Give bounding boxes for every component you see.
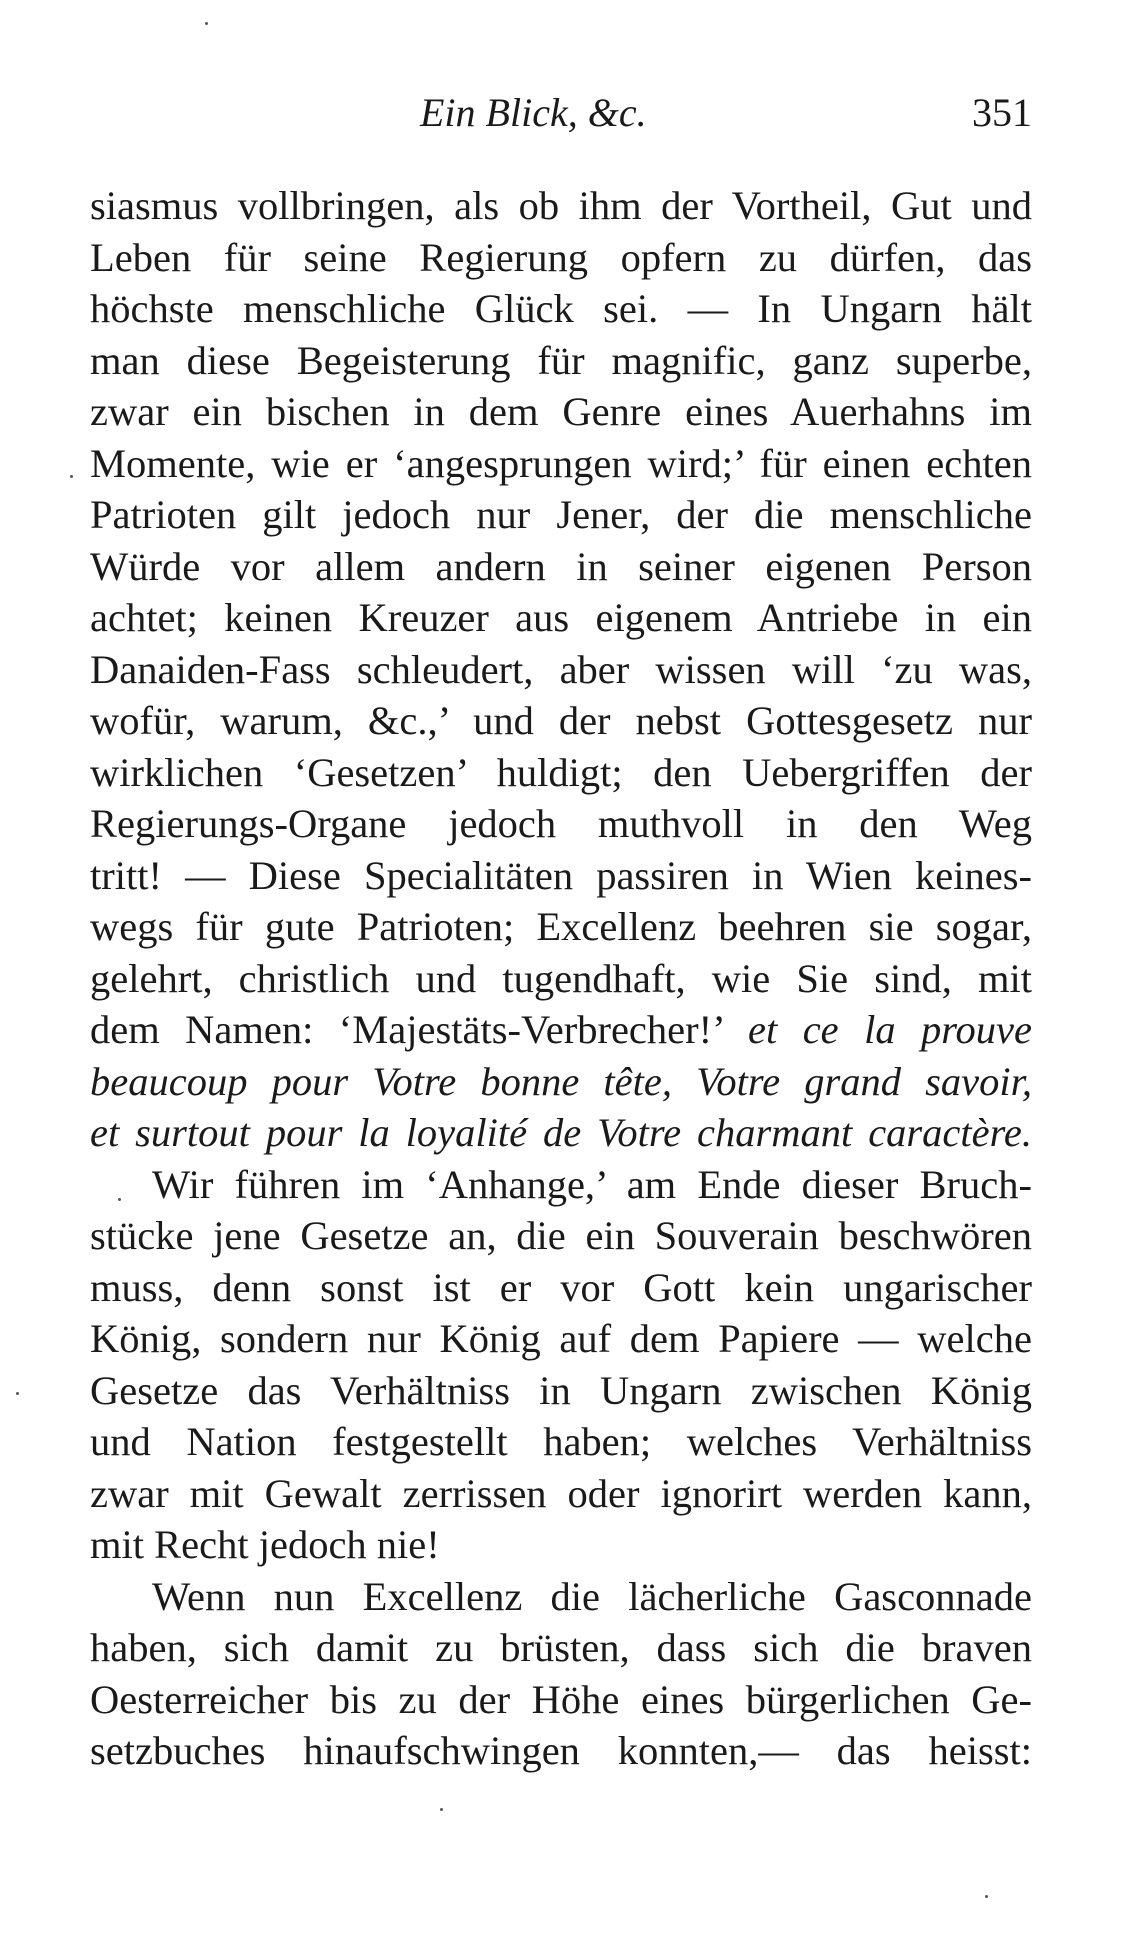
text-line: höchste menschliche Glück sei. — In Ungarn hält <box>90 286 1032 331</box>
running-title: Ein Blick, &c. <box>420 90 647 135</box>
scan-speck <box>440 1808 443 1811</box>
scan-speck <box>118 1198 121 1201</box>
scan-speck <box>205 22 208 25</box>
text-line: Regierungs-Organe jedoch muthvoll in den Weg <box>90 801 1032 846</box>
text-line: wegs für gute Patrioten; Excellenz beehren sie sogar, <box>90 904 1032 949</box>
body-text <box>90 180 1032 1777</box>
text-italic: et ce la prouve <box>748 1007 1032 1052</box>
text-line: Leben für seine Regierung opfern zu dürfen, das <box>90 234 1032 280</box>
text-line-italic: et surtout pour la loyalité de Votre charmant caractère. <box>90 1110 1032 1155</box>
text-line: Wir führen im ‘Anhange,’ am Ende dieser Bruch- <box>152 1161 1032 1207</box>
text-line: Oesterreicher bis zu der Höhe eines bürgerlichen Ge- <box>90 1676 1032 1722</box>
page-header <box>90 88 1032 148</box>
text-line: tritt! — Diese Specialitäten passiren in Wien keines- <box>90 852 1032 898</box>
scan-speck <box>70 475 73 478</box>
scan-speck <box>16 1392 19 1395</box>
text-line: setzbuches hinaufschwingen konnten,— das heisst: <box>90 1728 1032 1773</box>
text-line: König, sondern nur König auf dem Papiere — welche <box>90 1316 1032 1361</box>
text-line: wofür, warum, &c.,’ und der nebst Gottesgesetz nur <box>90 698 1032 743</box>
text-line: Wenn nun Excellenz die lächerliche Gasconnade <box>152 1573 1032 1619</box>
text-line: Patrioten gilt jedoch nur Jener, der die menschliche <box>90 492 1032 537</box>
text-line: man diese Begeisterung für magnific, ganz superbe, <box>90 337 1032 383</box>
text-line: stücke jene Gesetze an, die ein Souverain beschwören <box>90 1213 1032 1258</box>
text-line-italic: beaucoup pour Votre bonne tête, Votre grand savoir, <box>90 1058 1032 1104</box>
text-line: Würde vor allem andern in seiner eigenen Person <box>90 543 1032 589</box>
text-line: Gesetze das Verhältniss in Ungarn zwischen König <box>90 1367 1032 1413</box>
text-roman: dem Namen: ‘Majestäts-Verbrecher!’ <box>90 1007 749 1052</box>
text-line: achtet; keinen Kreuzer aus eigenem Antriebe in ein <box>90 595 1032 640</box>
text-line: zwar ein bischen in dem Genre eines Auerhahns im <box>90 389 1032 434</box>
text-line: zwar mit Gewalt zerrissen oder ignorirt werden kann, <box>90 1470 1032 1516</box>
text-line: siasmus vollbringen, als ob ihm der Vortheil, Gut und <box>90 183 1032 228</box>
text-line: und Nation festgestellt haben; welches Verhältniss <box>90 1419 1032 1464</box>
text-line: muss, denn sonst ist er vor Gott kein ungarischer <box>90 1264 1032 1310</box>
text-line: haben, sich damit zu brüsten, dass sich die braven <box>90 1625 1032 1670</box>
text-line-mixed <box>90 1004 1032 1056</box>
text-line: wirklichen ‘Gesetzen’ huldigt; den Uebergriffen der <box>90 749 1032 795</box>
page-number: 351 <box>972 90 1032 135</box>
text-line: Danaiden-Fass schleudert, aber wissen will ‘zu was, <box>90 646 1032 692</box>
text-line: gelehrt, christlich und tugendhaft, wie Sie sind, mit <box>90 955 1032 1001</box>
scan-speck <box>985 1895 988 1898</box>
text-line: Momente, wie er ‘angesprungen wird;’ für einen echten <box>90 440 1032 486</box>
text-line: mit Recht jedoch nie! <box>90 1522 440 1567</box>
